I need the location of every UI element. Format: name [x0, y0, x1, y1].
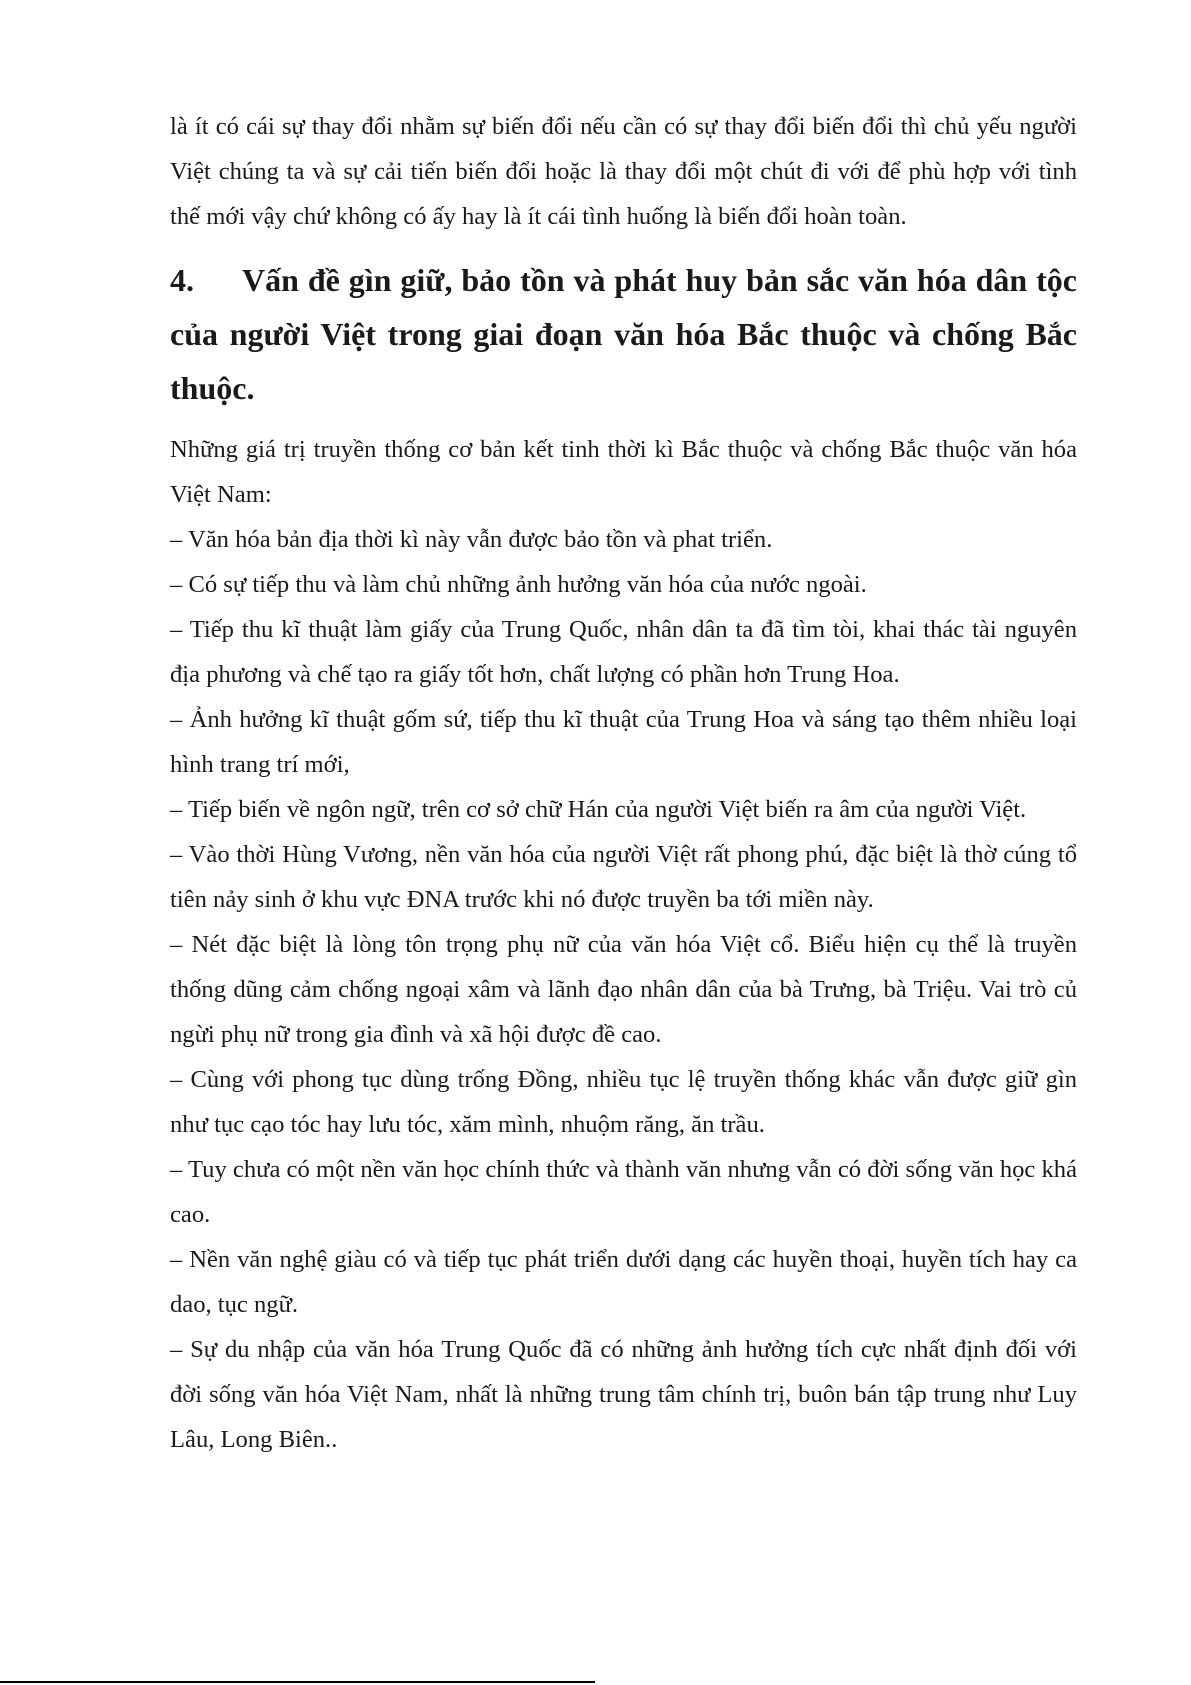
- section-title: Vấn đề gìn giữ, bảo tồn và phát huy bản sắc văn hóa dân tộc của người Việt trong giai đoạn văn hóa Bắc thuộc và chống Bắc thuộc.: [170, 262, 1077, 406]
- intro-paragraph: là ít có cái sự thay đổi nhằm sự biến đổi nếu cần có sự thay đổi biến đổi thì chủ yếu người Việt chúng ta và sự cải tiến biến đổi hoặc là thay đổi một chút đi với để phù hợp với tình thế mới vậy chứ không có ấy hay là ít cái tình huống là biến đổi hoàn toàn.: [170, 113, 1077, 230]
- list-item: – Có sự tiếp thu và làm chủ những ảnh hưởng văn hóa của nước ngoài.: [170, 571, 867, 598]
- list-item: – Tuy chưa có một nền văn học chính thức và thành văn nhưng vẫn có đời sống văn học khá cao.: [170, 1156, 1077, 1228]
- footnote-separator: [0, 1681, 595, 1683]
- document-page: [170, 104, 1077, 1462]
- list-item: – Tiếp thu kĩ thuật làm giấy của Trung Quốc, nhân dân ta đã tìm tòi, khai thác tài nguyên địa phương và chế tạo ra giấy tốt hơn, chất lượng có phần hơn Trung Hoa.: [170, 616, 1077, 688]
- list-item: – Cùng với phong tục dùng trống Đồng, nhiều tục lệ truyền thống khác vẫn được giữ gìn như tục cạo tóc hay lưu tóc, xăm mình, nhuộm răng, ăn trầu.: [170, 1066, 1077, 1138]
- list-item: – Vào thời Hùng Vương, nền văn hóa của người Việt rất phong phú, đặc biệt là thờ cúng tổ tiên nảy sinh ở khu vực ĐNA trước khi nó được truyền ba tới miền này.: [170, 841, 1077, 913]
- bullet-list: [170, 517, 1077, 1462]
- list-item: – Sự du nhập của văn hóa Trung Quốc đã có những ảnh hưởng tích cực nhất định đối với đời sống văn hóa Việt Nam, nhất là những trung tâm chính trị, buôn bán tập trung như Luy Lâu, Long Biên..: [170, 1336, 1077, 1453]
- lead-paragraph: Những giá trị truyền thống cơ bản kết tinh thời kì Bắc thuộc và chống Bắc thuộc văn hóa Việt Nam:: [170, 436, 1077, 508]
- section-number: 4.: [170, 262, 194, 298]
- section-heading: [170, 253, 1077, 415]
- list-item: – Nền văn nghệ giàu có và tiếp tục phát triển dưới dạng các huyền thoại, huyền tích hay ca dao, tục ngữ.: [170, 1246, 1077, 1318]
- list-item: – Văn hóa bản địa thời kì này vẫn được bảo tồn và phat triển.: [170, 526, 773, 553]
- list-item: – Tiếp biến về ngôn ngữ, trên cơ sở chữ Hán của người Việt biến ra âm của người Việt.: [170, 796, 1027, 823]
- list-item: – Nét đặc biệt là lòng tôn trọng phụ nữ của văn hóa Việt cổ. Biểu hiện cụ thể là truyền thống dũng cảm chống ngoại xâm và lãnh đạo nhân dân của bà Trưng, bà Triệu. Vai trò củ ngừi phụ nữ trong gia đình và xã hội được đề cao.: [170, 931, 1077, 1048]
- list-item: – Ảnh hưởng kĩ thuật gốm sứ, tiếp thu kĩ thuật của Trung Hoa và sáng tạo thêm nhiều loại hình trang trí mới,: [170, 706, 1077, 778]
